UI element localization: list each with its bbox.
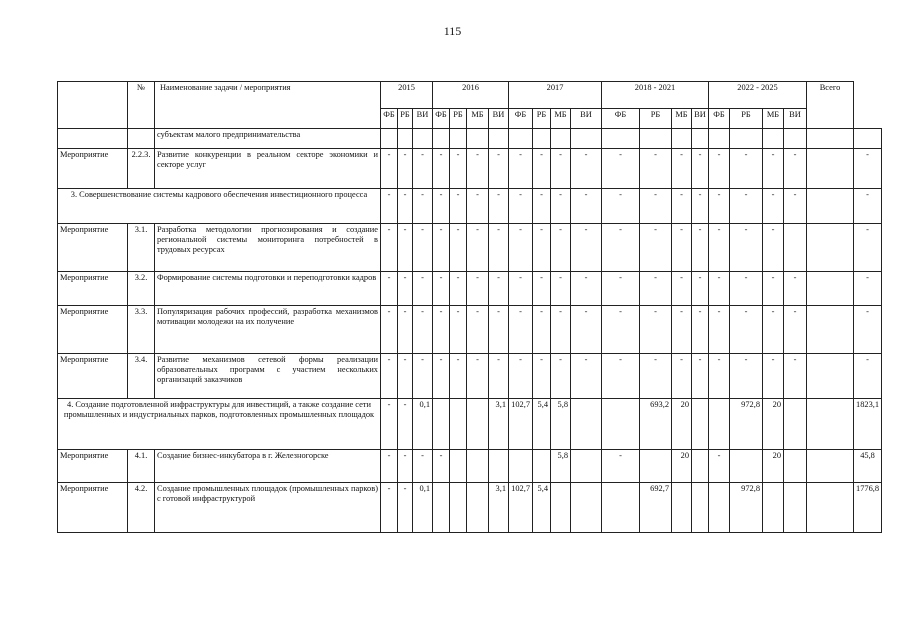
value-cell: -	[398, 483, 413, 533]
src-2017-vi: ВИ	[571, 109, 602, 129]
value-cell: -	[571, 272, 602, 306]
year-2015: 2015	[381, 82, 433, 109]
value-cell	[730, 450, 763, 483]
value-cell	[381, 129, 398, 149]
value-cell: -	[602, 149, 640, 189]
value-cell	[571, 483, 602, 533]
src-2016-vi: ВИ	[489, 109, 509, 129]
value-cell: -	[551, 354, 571, 399]
value-cell	[807, 129, 854, 149]
row-name: Популяризация рабочих профессий, разработка механизмов мотивации молодежи на их получение	[155, 306, 381, 354]
value-cell: -	[602, 450, 640, 483]
value-cell	[450, 129, 467, 149]
value-cell: -	[533, 189, 551, 224]
value-cell: -	[692, 189, 709, 224]
value-cell	[489, 450, 509, 483]
src-2017-mb: МБ	[551, 109, 571, 129]
table-row	[58, 354, 882, 399]
value-cell: -	[467, 272, 489, 306]
value-cell: -	[784, 306, 807, 354]
value-cell	[571, 450, 602, 483]
value-cell	[602, 399, 640, 450]
value-cell: -	[467, 354, 489, 399]
year-2017: 2017	[509, 82, 602, 109]
value-cell	[571, 399, 602, 450]
row-name: Развитие конкуренции в реальном секторе экономики и секторе услуг	[155, 149, 381, 189]
value-cell: -	[533, 306, 551, 354]
value-cell: -	[692, 354, 709, 399]
table-row	[58, 450, 882, 483]
value-cell: -	[730, 354, 763, 399]
value-cell: -	[433, 306, 450, 354]
src-2022-vi: ВИ	[784, 109, 807, 129]
value-cell: -	[433, 189, 450, 224]
value-cell	[692, 399, 709, 450]
value-cell: -	[467, 306, 489, 354]
src-2016-rb: РБ	[450, 109, 467, 129]
table-row	[58, 483, 882, 533]
value-cell	[784, 450, 807, 483]
value-cell	[509, 450, 533, 483]
total-cell	[854, 129, 882, 149]
src-2018-fb: ФБ	[602, 109, 640, 129]
value-cell	[489, 129, 509, 149]
value-cell	[433, 399, 450, 450]
row-kind: Мероприятие	[58, 450, 128, 483]
year-2018-2021: 2018 - 2021	[602, 82, 709, 109]
value-cell	[807, 450, 854, 483]
value-cell: -	[533, 224, 551, 272]
value-cell	[640, 450, 672, 483]
value-cell	[433, 483, 450, 533]
value-cell: -	[692, 272, 709, 306]
value-cell: 102,7	[509, 483, 533, 533]
value-cell: -	[692, 149, 709, 189]
row-name: Разработка методологии прогнозирования и создание региональной системы мониторинга потребностей в трудовых ресурсах	[155, 224, 381, 272]
src-2022-mb: МБ	[763, 109, 784, 129]
value-cell: -	[398, 354, 413, 399]
row-code: 3.4.	[128, 354, 155, 399]
value-cell: -	[763, 189, 784, 224]
value-cell: 972,8	[730, 399, 763, 450]
header-name: Наименование задачи / мероприятия	[155, 82, 381, 129]
value-cell: -	[672, 149, 692, 189]
value-cell: -	[672, 189, 692, 224]
value-cell: -	[571, 189, 602, 224]
value-cell	[763, 129, 784, 149]
src-2022-fb: ФБ	[709, 109, 730, 129]
value-cell	[672, 129, 692, 149]
value-cell	[709, 483, 730, 533]
value-cell: -	[709, 450, 730, 483]
value-cell: 20	[763, 399, 784, 450]
value-cell	[807, 354, 854, 399]
value-cell: -	[763, 149, 784, 189]
value-cell: -	[692, 224, 709, 272]
table-row	[58, 224, 882, 272]
value-cell	[807, 272, 854, 306]
total-cell: -	[854, 149, 882, 189]
total-cell: -	[854, 306, 882, 354]
value-cell: 102,7	[509, 399, 533, 450]
value-cell	[807, 224, 854, 272]
value-cell: -	[533, 272, 551, 306]
value-cell: -	[730, 272, 763, 306]
value-cell: -	[489, 354, 509, 399]
value-cell: -	[450, 189, 467, 224]
value-cell	[467, 399, 489, 450]
value-cell: -	[602, 189, 640, 224]
value-cell: -	[692, 306, 709, 354]
value-cell	[533, 450, 551, 483]
value-cell: -	[551, 149, 571, 189]
value-cell: -	[640, 189, 672, 224]
value-cell: -	[709, 272, 730, 306]
row-kind: Мероприятие	[58, 224, 128, 272]
src-2018-mb: МБ	[672, 109, 692, 129]
value-cell	[709, 129, 730, 149]
value-cell: -	[784, 354, 807, 399]
section-title: 4. Создание подготовленной инфраструктуры для инвестиций, а также создание сети промышленных и индустриальных парков, подготовленных промышленных площадок	[58, 399, 381, 450]
value-cell	[807, 483, 854, 533]
value-cell: -	[784, 189, 807, 224]
value-cell: -	[433, 450, 450, 483]
row-kind: Мероприятие	[58, 483, 128, 533]
value-cell	[467, 450, 489, 483]
value-cell: -	[763, 354, 784, 399]
value-cell	[450, 483, 467, 533]
value-cell	[784, 399, 807, 450]
value-cell: -	[602, 306, 640, 354]
value-cell	[571, 129, 602, 149]
value-cell: -	[784, 149, 807, 189]
table-row	[58, 149, 882, 189]
table-row	[58, 306, 882, 354]
total-cell: -	[854, 354, 882, 399]
row-code: 2.2.3.	[128, 149, 155, 189]
src-2016-fb: ФБ	[433, 109, 450, 129]
value-cell	[763, 483, 784, 533]
value-cell: 5,4	[533, 483, 551, 533]
value-cell: -	[450, 354, 467, 399]
value-cell	[730, 129, 763, 149]
value-cell	[672, 483, 692, 533]
section-row	[58, 399, 882, 450]
src-2022-rb: РБ	[730, 109, 763, 129]
row-code: 4.1.	[128, 450, 155, 483]
header-kind	[58, 82, 128, 129]
value-cell: -	[450, 224, 467, 272]
value-cell: -	[413, 149, 433, 189]
value-cell	[784, 224, 807, 272]
value-cell	[602, 129, 640, 149]
row-code	[128, 129, 155, 149]
budget-table	[57, 81, 882, 533]
value-cell: -	[763, 306, 784, 354]
value-cell: -	[413, 272, 433, 306]
value-cell	[551, 483, 571, 533]
value-cell: 0,1	[413, 483, 433, 533]
value-cell: -	[433, 149, 450, 189]
total-cell: -	[854, 224, 882, 272]
value-cell: -	[709, 224, 730, 272]
value-cell: -	[450, 306, 467, 354]
row-kind: Мероприятие	[58, 354, 128, 399]
value-cell: -	[433, 224, 450, 272]
year-2016: 2016	[433, 82, 509, 109]
value-cell: -	[381, 354, 398, 399]
value-cell: -	[413, 450, 433, 483]
value-cell: -	[413, 189, 433, 224]
page-number: 115	[443, 24, 462, 38]
value-cell: -	[381, 149, 398, 189]
value-cell: -	[489, 306, 509, 354]
value-cell: -	[398, 224, 413, 272]
value-cell: -	[381, 272, 398, 306]
section-title: 3. Совершенствование системы кадрового обеспечения инвестиционного процесса	[58, 189, 381, 224]
value-cell: -	[398, 272, 413, 306]
value-cell: -	[640, 354, 672, 399]
value-cell: -	[551, 224, 571, 272]
value-cell: -	[489, 224, 509, 272]
value-cell: -	[551, 272, 571, 306]
value-cell: -	[381, 224, 398, 272]
value-cell: 0,1	[413, 399, 433, 450]
value-cell	[509, 129, 533, 149]
value-cell: -	[413, 306, 433, 354]
value-cell: -	[709, 149, 730, 189]
value-cell	[784, 129, 807, 149]
header-num: №	[128, 82, 155, 129]
src-2017-fb: ФБ	[509, 109, 533, 129]
value-cell	[807, 306, 854, 354]
value-cell: -	[381, 189, 398, 224]
value-cell	[784, 483, 807, 533]
section-row	[58, 189, 882, 224]
value-cell: -	[602, 354, 640, 399]
value-cell	[450, 450, 467, 483]
value-cell: -	[571, 224, 602, 272]
src-2015-vi: ВИ	[413, 109, 433, 129]
value-cell: -	[640, 149, 672, 189]
value-cell	[640, 129, 672, 149]
value-cell: 20	[672, 399, 692, 450]
value-cell: -	[571, 306, 602, 354]
value-cell: -	[602, 224, 640, 272]
value-cell: -	[533, 354, 551, 399]
value-cell: -	[450, 272, 467, 306]
row-kind: Мероприятие	[58, 149, 128, 189]
row-name: Развитие механизмов сетевой формы реализации образовательных программ с участием нескольких организаций заказчиков	[155, 354, 381, 399]
value-cell: -	[509, 224, 533, 272]
value-cell: -	[381, 306, 398, 354]
value-cell: -	[509, 354, 533, 399]
value-cell: -	[398, 450, 413, 483]
table-row	[58, 129, 882, 149]
value-cell: -	[509, 306, 533, 354]
row-name: субъектам малого предпринимательства	[155, 129, 381, 149]
value-cell: -	[709, 189, 730, 224]
value-cell: -	[672, 354, 692, 399]
value-cell: -	[551, 306, 571, 354]
value-cell: -	[450, 149, 467, 189]
value-cell: -	[381, 450, 398, 483]
value-cell: -	[602, 272, 640, 306]
table-body	[58, 129, 882, 533]
value-cell	[692, 129, 709, 149]
value-cell: -	[398, 306, 413, 354]
value-cell: 5,8	[551, 399, 571, 450]
value-cell	[692, 450, 709, 483]
value-cell: 3,1	[489, 399, 509, 450]
value-cell	[602, 483, 640, 533]
value-cell: -	[640, 306, 672, 354]
src-2016-mb: МБ	[467, 109, 489, 129]
value-cell: -	[381, 483, 398, 533]
src-2015-fb: ФБ	[381, 109, 398, 129]
value-cell: -	[413, 224, 433, 272]
value-cell: -	[730, 306, 763, 354]
value-cell	[398, 129, 413, 149]
value-cell: -	[489, 189, 509, 224]
total-cell: -	[854, 272, 882, 306]
value-cell: -	[533, 149, 551, 189]
value-cell: -	[571, 354, 602, 399]
header-row-years	[58, 82, 882, 109]
total-cell: -	[854, 189, 882, 224]
value-cell: -	[489, 272, 509, 306]
value-cell: -	[763, 272, 784, 306]
value-cell: -	[509, 272, 533, 306]
row-code: 3.2.	[128, 272, 155, 306]
src-2017-rb: РБ	[533, 109, 551, 129]
value-cell: -	[509, 189, 533, 224]
value-cell: -	[784, 272, 807, 306]
value-cell: 5,4	[533, 399, 551, 450]
value-cell	[450, 399, 467, 450]
value-cell: -	[489, 149, 509, 189]
value-cell	[807, 399, 854, 450]
value-cell: 3,1	[489, 483, 509, 533]
row-kind: Мероприятие	[58, 272, 128, 306]
value-cell	[692, 483, 709, 533]
value-cell: -	[467, 224, 489, 272]
value-cell: -	[398, 399, 413, 450]
value-cell: -	[381, 399, 398, 450]
value-cell: -	[467, 189, 489, 224]
src-2015-rb: РБ	[398, 109, 413, 129]
value-cell	[467, 483, 489, 533]
value-cell	[413, 129, 433, 149]
value-cell: 972,8	[730, 483, 763, 533]
value-cell	[807, 149, 854, 189]
value-cell: -	[571, 149, 602, 189]
value-cell: -	[672, 272, 692, 306]
value-cell: 20	[672, 450, 692, 483]
value-cell: -	[398, 189, 413, 224]
header-total: Всего	[807, 82, 854, 129]
row-kind	[58, 129, 128, 149]
src-2018-rb: РБ	[640, 109, 672, 129]
value-cell: -	[672, 224, 692, 272]
value-cell: -	[433, 354, 450, 399]
value-cell	[433, 129, 450, 149]
value-cell: -	[709, 354, 730, 399]
value-cell: -	[640, 224, 672, 272]
value-cell: -	[730, 149, 763, 189]
value-cell	[533, 129, 551, 149]
total-cell: 45,8	[854, 450, 882, 483]
row-code: 4.2.	[128, 483, 155, 533]
value-cell: -	[709, 306, 730, 354]
value-cell: -	[467, 149, 489, 189]
row-name: Создание промышленных площадок (промышленных парков) с готовой инфраструктурой	[155, 483, 381, 533]
value-cell: -	[413, 354, 433, 399]
total-cell: 1823,1	[854, 399, 882, 450]
value-cell	[467, 129, 489, 149]
row-name: Формирование системы подготовки и переподготовки кадров	[155, 272, 381, 306]
value-cell: -	[551, 189, 571, 224]
value-cell: -	[763, 224, 784, 272]
row-code: 3.3.	[128, 306, 155, 354]
year-2022-2025: 2022 - 2025	[709, 82, 807, 109]
value-cell: 693,2	[640, 399, 672, 450]
value-cell: -	[730, 189, 763, 224]
value-cell: 20	[763, 450, 784, 483]
value-cell: 692,7	[640, 483, 672, 533]
value-cell: -	[509, 149, 533, 189]
src-2018-vi: ВИ	[692, 109, 709, 129]
row-kind: Мероприятие	[58, 306, 128, 354]
value-cell: -	[640, 272, 672, 306]
value-cell	[709, 399, 730, 450]
row-name: Создание бизнес-инкубатора в г. Железногорске	[155, 450, 381, 483]
value-cell: 5,8	[551, 450, 571, 483]
value-cell: -	[433, 272, 450, 306]
value-cell: -	[672, 306, 692, 354]
value-cell	[551, 129, 571, 149]
value-cell	[807, 189, 854, 224]
table-row	[58, 272, 882, 306]
total-cell: 1776,8	[854, 483, 882, 533]
row-code: 3.1.	[128, 224, 155, 272]
value-cell: -	[730, 224, 763, 272]
value-cell: -	[398, 149, 413, 189]
